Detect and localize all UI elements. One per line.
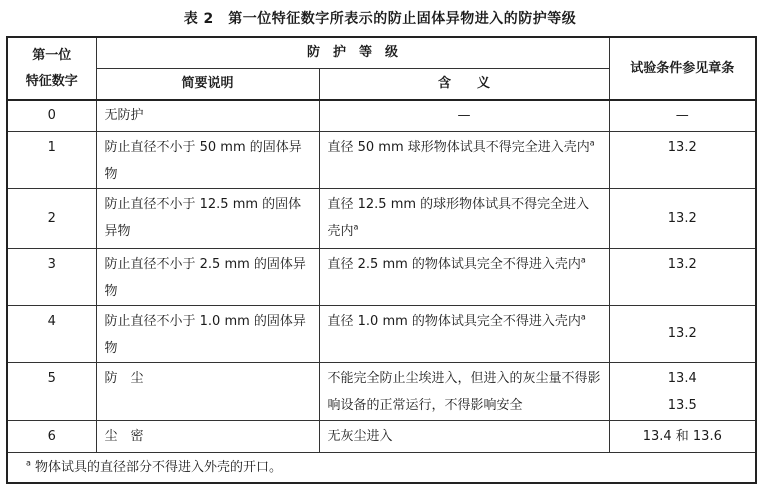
ref-cell: 13.4 和 13.6 bbox=[609, 420, 756, 452]
ref-cell: 13.2 bbox=[609, 248, 756, 305]
brief-cell: 防止直径不小于 1.0 mm 的固体异物 bbox=[96, 305, 319, 362]
ref-cell: — bbox=[609, 100, 756, 131]
digit-cell: 0 bbox=[7, 100, 96, 131]
table-row bbox=[7, 188, 756, 248]
header-meaning: 含 义 bbox=[319, 68, 609, 100]
meaning-cell: 直径 1.0 mm 的物体试具完全不得进入壳内$^a$ bbox=[319, 305, 609, 362]
footnote: $^a$ 物体试具的直径部分不得进入外壳的开口。 bbox=[7, 452, 756, 483]
header-brief: 简要说明 bbox=[96, 68, 319, 100]
footnote-ref: a bbox=[353, 222, 359, 232]
meaning-cell: 直径 12.5 mm 的球形物体试具不得完全进入壳内$^a$ bbox=[319, 188, 609, 248]
ref-cell: 13.2 bbox=[609, 188, 756, 248]
digit-cell: 5 bbox=[7, 362, 96, 420]
header-digit: 第一位 特征数字 bbox=[7, 37, 96, 100]
digit-cell: 6 bbox=[7, 420, 96, 452]
brief-cell: 防止直径不小于 2.5 mm 的固体异物 bbox=[96, 248, 319, 305]
meaning-cell: 直径 2.5 mm 的物体试具完全不得进入壳内$^a$ bbox=[319, 248, 609, 305]
protection-level-table bbox=[6, 36, 757, 484]
digit-cell: 3 bbox=[7, 248, 96, 305]
footnote-row bbox=[7, 452, 756, 483]
table-row bbox=[7, 362, 756, 420]
header-protection-level: 防 护 等 级 bbox=[96, 37, 609, 68]
digit-cell: 4 bbox=[7, 305, 96, 362]
table-row bbox=[7, 131, 756, 188]
brief-cell: 防 尘 bbox=[96, 362, 319, 420]
brief-cell: 防止直径不小于 12.5 mm 的固体异物 bbox=[96, 188, 319, 248]
table-row bbox=[7, 248, 756, 305]
meaning-cell: 不能完全防止尘埃进入，但进入的灰尘量不得影响设备的正常运行，不得影响安全 bbox=[319, 362, 609, 420]
brief-cell: 尘 密 bbox=[96, 420, 319, 452]
brief-cell: 防止直径不小于 50 mm 的固体异物 bbox=[96, 131, 319, 188]
table-row bbox=[7, 305, 756, 362]
table-row bbox=[7, 420, 756, 452]
footnote-mark: a bbox=[26, 458, 31, 468]
meaning-cell: 直径 50 mm 球形物体试具不得完全进入壳内$^a$ bbox=[319, 131, 609, 188]
ref-cell: 13.2 bbox=[609, 305, 756, 362]
footnote-ref: a bbox=[580, 312, 586, 322]
brief-cell: 无防护 bbox=[96, 100, 319, 131]
digit-cell: 2 bbox=[7, 188, 96, 248]
footnote-ref: a bbox=[580, 255, 586, 265]
header-test-ref: 试验条件参见章条 bbox=[609, 37, 756, 100]
ref-cell: 13.4 13.5 bbox=[609, 362, 756, 420]
table-title: 表 2 第一位特征数字所表示的防止固体异物进入的防护等级 bbox=[183, 11, 577, 27]
meaning-cell: 无灰尘进入 bbox=[319, 420, 609, 452]
ref-cell: 13.2 bbox=[609, 131, 756, 188]
footnote-ref: a bbox=[589, 138, 595, 148]
meaning-cell: — bbox=[319, 100, 609, 131]
table-row bbox=[7, 100, 756, 131]
digit-cell: 1 bbox=[7, 131, 96, 188]
